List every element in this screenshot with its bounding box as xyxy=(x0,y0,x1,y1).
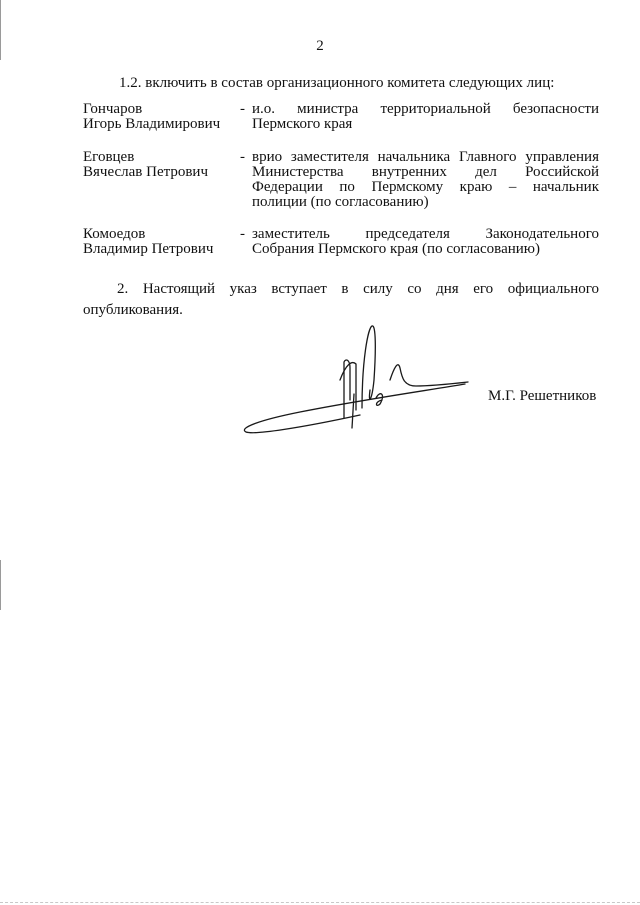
committee-member-komoedov xyxy=(83,227,599,259)
committee-member-goncharov xyxy=(83,102,599,134)
paragraph-line: опубликования. xyxy=(83,302,183,318)
scan-bottom-edge xyxy=(0,902,640,904)
role-line: и.о. министра территориальной безопасности xyxy=(252,101,599,117)
member-surname: Еговцев xyxy=(83,149,135,165)
member-surname: Комоедов xyxy=(83,226,146,242)
role-line: полиции (по согласованию) xyxy=(252,194,429,210)
member-role xyxy=(252,150,599,210)
role-line: заместитель председателя Законодательного xyxy=(252,226,599,242)
member-dash: - xyxy=(240,101,245,117)
member-role xyxy=(252,102,599,132)
member-name xyxy=(83,150,243,180)
signer-name: М.Г. Решетников xyxy=(488,388,597,404)
effective-date-paragraph xyxy=(83,279,599,321)
member-surname: Гончаров xyxy=(83,101,143,117)
intro-paragraph: 1.2. включить в состав организационного комитета следующих лиц: xyxy=(119,75,555,91)
paragraph-line: 2. Настоящий указ вступает в силу со дня его официального xyxy=(117,281,599,297)
member-name xyxy=(83,227,243,257)
scan-edge-mark xyxy=(0,560,1,610)
handwritten-signature xyxy=(240,320,480,440)
member-given-names: Владимир Петрович xyxy=(83,241,214,257)
role-line: Собрания Пермского края (по согласованию) xyxy=(252,241,540,257)
member-given-names: Вячеслав Петрович xyxy=(83,164,208,180)
member-role xyxy=(252,227,599,257)
member-given-names: Игорь Владимирович xyxy=(83,116,221,132)
member-dash: - xyxy=(240,149,245,165)
role-line: Федерации по Пермскому краю – начальник xyxy=(252,179,599,195)
member-name xyxy=(83,102,243,132)
role-line: врио заместителя начальника Главного управления xyxy=(252,149,599,165)
member-dash: - xyxy=(240,226,245,242)
role-line: Пермского края xyxy=(252,116,353,132)
committee-member-egovtsev xyxy=(83,150,599,212)
page-number: 2 xyxy=(316,38,324,54)
role-line: Министерства внутренних дел Российской xyxy=(252,164,599,180)
